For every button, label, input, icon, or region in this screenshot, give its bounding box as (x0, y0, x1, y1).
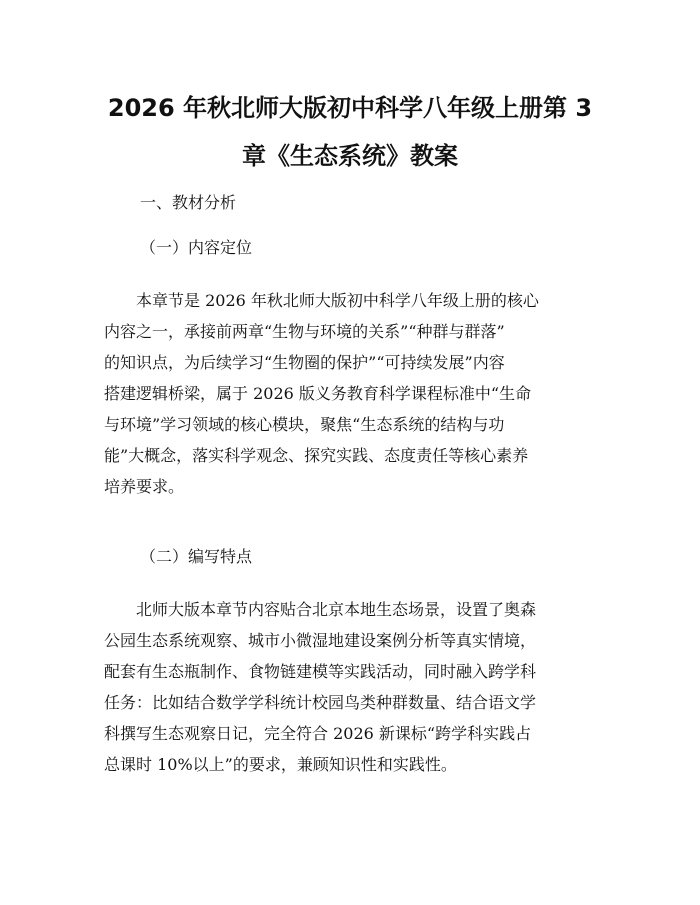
section-heading-teaching-material-analysis: 一、教材分析 (140, 193, 237, 212)
paragraph-line: 本章节是 2026 年秋北师大版初中科学八年级上册的核心 (136, 291, 539, 310)
paragraph-line: 的知识点，为后续学习“生物圈的保护”“可持续发展”内容 (104, 353, 505, 372)
paragraph-content-positioning (104, 285, 604, 502)
paragraph-line: 公园生态系统观察、城市小微湿地建设案例分析等真实情境， (104, 631, 537, 650)
paragraph-writing-features (104, 594, 604, 780)
paragraph-line: 北师大版本章节内容贴合北京本地生态场景，设置了奥森 (136, 600, 537, 619)
paragraph-line: 任务：比如结合数学学科统计校园鸟类种群数量、结合语文学 (104, 693, 537, 712)
paragraph-line: 搭建逻辑桥梁，属于 2026 版义务教育科学课程标准中“生命 (104, 384, 532, 403)
paragraph-line: 培养要求。 (104, 477, 185, 496)
subsection-heading-content-positioning: （一）内容定位 (140, 238, 253, 257)
paragraph-line: 内容之一，承接前两章“生物与环境的关系”“种群与群落” (104, 322, 505, 341)
document-title-line-1: 2026 年秋北师大版初中科学八年级上册第 3 (107, 94, 593, 122)
paragraph-line: 科撰写生态观察日记，完全符合 2026 新课标“跨学科实践占 (104, 724, 532, 743)
paragraph-line: 配套有生态瓶制作、食物链建模等实践活动，同时融入跨学科 (104, 662, 537, 681)
subsection-heading-writing-features: （二）编写特点 (140, 547, 253, 566)
paragraph-line: 能”大概念，落实科学观念、探究实践、态度责任等核心素养 (104, 446, 529, 465)
paragraph-line: 与环境”学习领域的核心模块，聚焦“生态系统的结构与功 (104, 415, 505, 434)
paragraph-line: 总课时 10%以上”的要求，兼顾知识性和实践性。 (104, 755, 457, 774)
document-title-line-2: 章《生态系统》教案 (242, 142, 458, 170)
